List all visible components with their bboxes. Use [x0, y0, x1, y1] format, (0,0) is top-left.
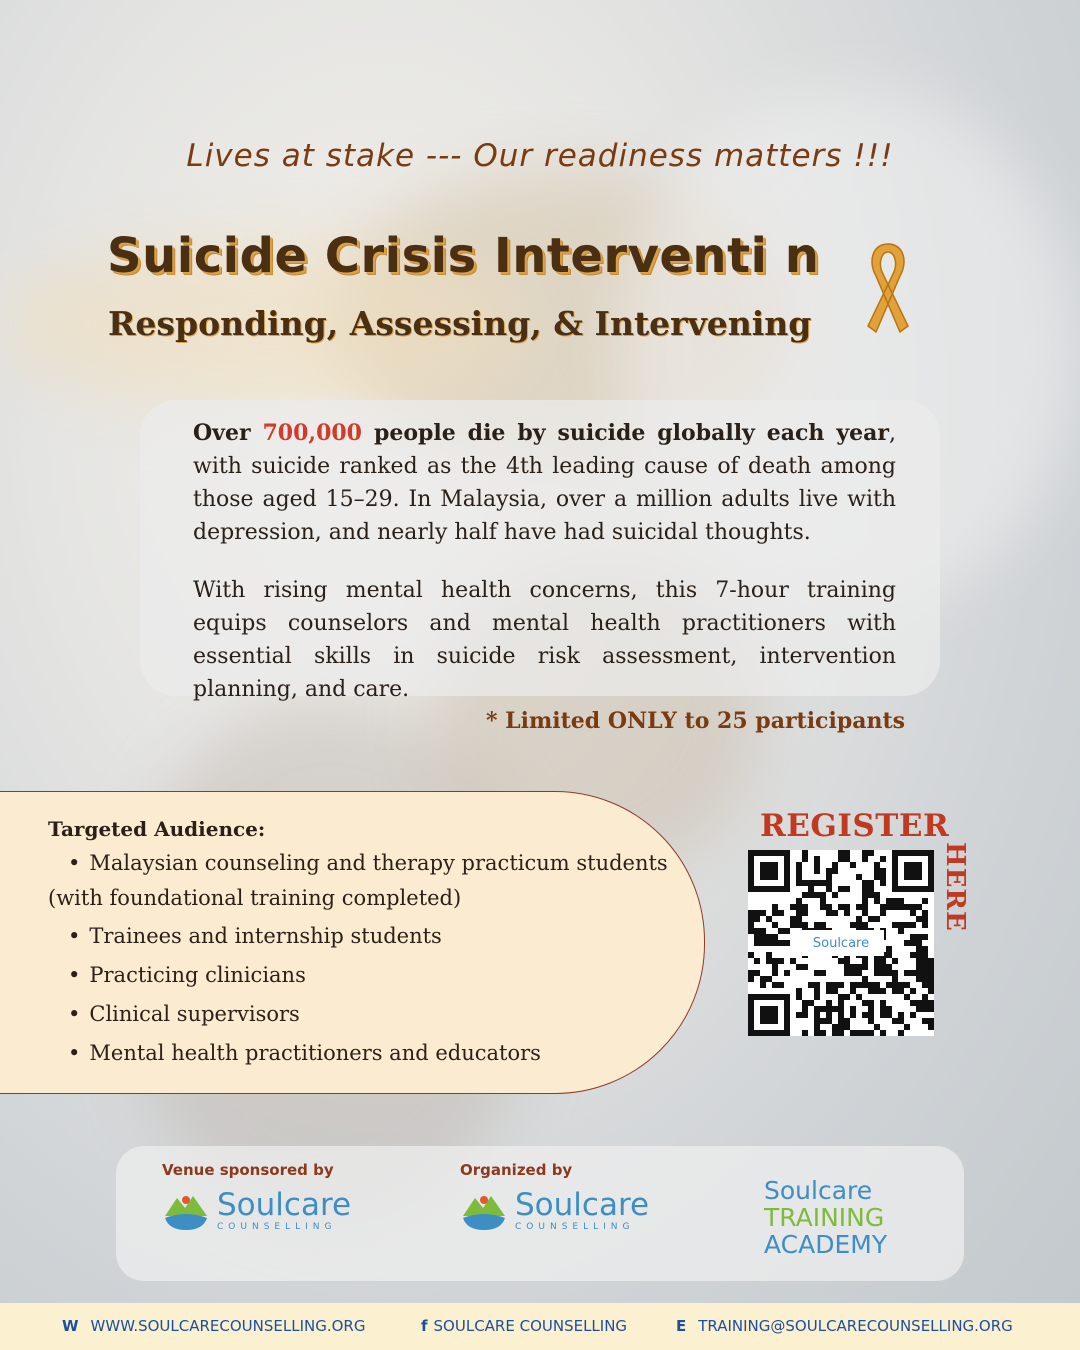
footer-facebook[interactable] [421, 1317, 627, 1335]
email-icon: E [676, 1317, 687, 1335]
page-subtitle: Responding, Assessing, & Intervening [108, 304, 812, 343]
academy-line-2: TRAINING [764, 1203, 885, 1232]
intro-paragraph-1 [193, 417, 896, 549]
email-link[interactable]: TRAINING@SOULCARECOUNSELLING.ORG [698, 1317, 1013, 1335]
intro-bold-text: people die by suicide globally each year [362, 420, 889, 446]
register-here-label[interactable]: HERE [940, 842, 970, 932]
venue-sponsor-logo [163, 1188, 351, 1232]
awareness-ribbon-icon [862, 240, 914, 348]
website-link[interactable]: WWW.SOULCARECOUNSELLING.ORG [90, 1317, 366, 1335]
bullet-icon: • [68, 1041, 81, 1065]
audience-item [68, 851, 668, 875]
organizer-label: Organized by [460, 1161, 573, 1179]
audience-item [68, 1041, 541, 1065]
death-statistic: 700,000 [262, 420, 362, 446]
audience-item-label: Mental health practitioners and educators [89, 1041, 541, 1065]
intro-rest: , with suicide ranked as the 4th leading cause of death among those aged 15–29. In Malaysia, over a million adults live with depression, and nearly half have had suicidal thoughts. [193, 421, 896, 545]
page-title: Suicide Crisis Interventi n [107, 228, 820, 284]
audience-item-continued: (with foundational training completed) [48, 886, 462, 910]
soulcare-mountain-icon [163, 1188, 209, 1232]
tagline: Lives at stake --- Our readiness matters !!! [186, 138, 894, 174]
audience-item-label: Practicing clinicians [89, 963, 306, 987]
facebook-icon: f [421, 1317, 428, 1335]
academy-line-3: ACADEMY [764, 1230, 888, 1259]
bullet-icon: • [68, 1002, 81, 1026]
footer-email[interactable] [676, 1317, 1013, 1335]
bullet-icon: • [68, 963, 81, 987]
intro-paragraph-2: With rising mental health concerns, this 7-hour training equips counselors and mental health practitioners with essential skills in suicide risk assessment, intervention planning, and care. [193, 578, 896, 702]
qr-center-logo [798, 930, 884, 956]
academy-line-1: Soulcare [764, 1176, 873, 1205]
organizer-logo [461, 1188, 649, 1232]
footer-bar [0, 1303, 1080, 1350]
audience-item [68, 1002, 300, 1026]
web-icon: W [62, 1317, 79, 1335]
capacity-note: * Limited ONLY to 25 participants [486, 708, 905, 734]
qr-logo-text: Soulcare [812, 935, 870, 951]
logo-subtext: COUNSELLING [515, 1222, 635, 1232]
register-label[interactable]: REGISTER [760, 808, 950, 844]
venue-sponsor-label: Venue sponsored by [162, 1161, 334, 1179]
audience-item [68, 924, 442, 948]
footer-website[interactable] [62, 1317, 365, 1335]
intro-lead: Over [193, 420, 263, 446]
audience-item [68, 963, 306, 987]
logo-wordmark: Soulcare [515, 1187, 650, 1223]
audience-item-label: Clinical supervisors [89, 1002, 300, 1026]
facebook-link[interactable]: SOULCARE COUNSELLING [433, 1317, 628, 1335]
audience-title: Targeted Audience: [48, 817, 266, 841]
bullet-icon: • [68, 924, 81, 948]
audience-item-label: Trainees and internship students [89, 924, 442, 948]
logo-subtext: COUNSELLING [217, 1222, 337, 1232]
audience-item-label: Malaysian counseling and therapy practicum students [89, 851, 668, 875]
training-academy-logo [764, 1177, 887, 1258]
soulcare-mountain-icon [461, 1188, 507, 1232]
bullet-icon: • [68, 851, 81, 875]
logo-wordmark: Soulcare [217, 1187, 352, 1223]
